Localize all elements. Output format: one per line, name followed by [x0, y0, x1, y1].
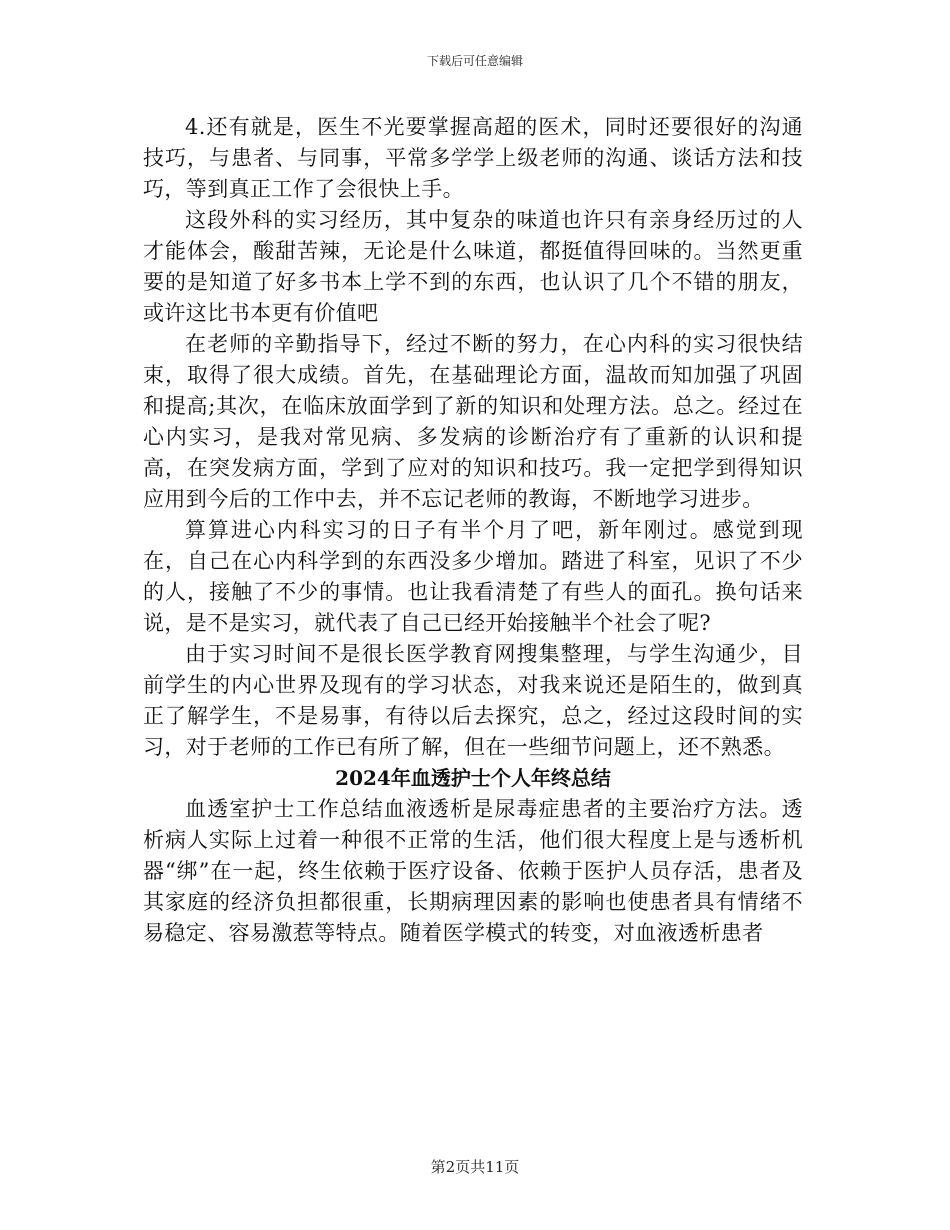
body-paragraph-5: 由于实习时间不是很长医学教育网搜集整理，与学生沟通少，目前学生的内心世界及现有的学习状态，对我来说还是陌生的，做到真正了解学生，不是易事，有待以后去探究，总之，经过这段时间的实习，对于老师的工作已有所了解，但在一些细节问题上，还不熟悉。: [143, 642, 803, 759]
section-title: 2024年血透护士个人年终总结: [335, 766, 611, 790]
page-footer: 第2页共11页: [430, 1158, 520, 1176]
page-header: 下载后可任意编辑: [426, 54, 523, 68]
section-paragraph-1: 血透室护士工作总结血液透析是尿毒症患者的主要治疗方法。透析病人实际上过着一种很不正常的生活，他们很大程度上是与透析机器“绑”在一起，终生依赖于医疗设备、依赖于医护人员存活，患者及其家庭的经济负担都很重，长期病理因素的影响也使患者具有情绪不易稳定、容易激惹等特点。随着医学模式的转变，对血液透析患者: [143, 797, 803, 945]
body-paragraph-1: 4.还有就是，医生不光要掌握高超的医术，同时还要很好的沟通技巧，与患者、与同事，平常多学学上级老师的沟通、谈话方法和技巧，等到真正工作了会很快上手。: [143, 115, 803, 201]
document-body: [143, 112, 803, 949]
body-paragraph-4: 算算进心内科实习的日子有半个月了吧，新年刚过。感觉到现在，自己在心内科学到的东西没多少增加。踏进了科室，见识了不少的人，接触了不少的事情。也让我看清楚了有些人的面孔。换句话来说，是不是实习，就代表了自己已经开始接触半个社会了呢?: [143, 518, 803, 635]
body-paragraph-3: 在老师的辛勤指导下，经过不断的努力，在心内科的实习很快结束，取得了很大成绩。首先，在基础理论方面，温故而知加强了巩固和提高;其次，在临床放面学到了新的知识和处理方法。总之。经过在心内实习，是我对常见病、多发病的诊断治疗有了重新的认识和提高，在突发病方面，学到了应对的知识和技巧。我一定把学到得知识应用到今后的工作中去，并不忘记老师的教诲，不断地学习进步。: [143, 332, 803, 511]
body-paragraph-2: 这段外科的实习经历，其中复杂的味道也许只有亲身经历过的人才能体会，酸甜苦辣，无论是什么味道，都挺值得回味的。当然更重要的是知道了好多书本上学不到的东西，也认识了几个不错的朋友，或许这比书本更有价值吧: [143, 208, 803, 325]
